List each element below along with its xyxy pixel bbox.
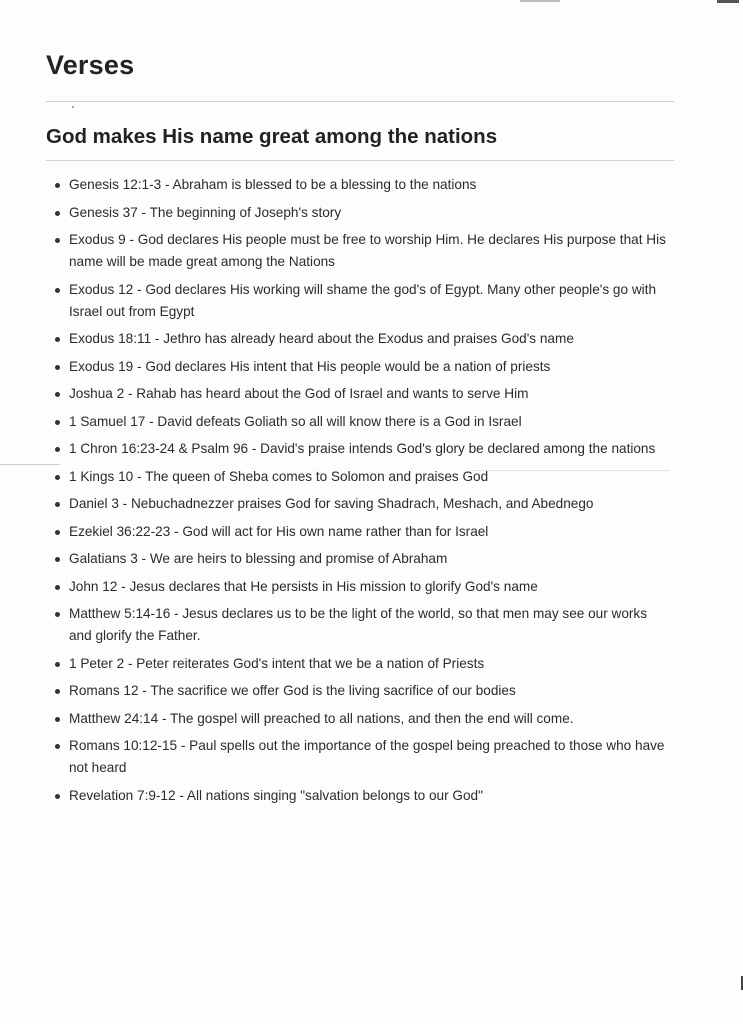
scan-artifact (520, 0, 560, 2)
section-heading: God makes His name great among the nations (46, 125, 498, 148)
list-item: Matthew 24:14 - The gospel will preached to all nations, and then the end will come. (46, 708, 672, 730)
list-item: John 12 - Jesus declares that He persists in His mission to glorify God's name (46, 576, 672, 598)
list-item: Genesis 37 - The beginning of Joseph's story (46, 202, 672, 224)
page-title: Verses (46, 50, 135, 80)
list-item: Romans 12 - The sacrifice we offer God is the living sacrifice of our bodies (46, 680, 672, 702)
list-item: Galatians 3 - We are heirs to blessing and promise of Abraham (46, 548, 672, 570)
list-item: Revelation 7:9-12 - All nations singing "salvation belongs to our God" (46, 785, 672, 807)
verse-list (46, 174, 672, 812)
list-item: 1 Chron 16:23-24 & Psalm 96 - David's praise intends God's glory be declared among the nations (46, 438, 672, 460)
list-item: Matthew 5:14-16 - Jesus declares us to be the light of the world, so that men may see our works and glorify the Father. (46, 603, 672, 647)
scan-artifact (72, 106, 74, 108)
list-item: Joshua 2 - Rahab has heard about the God of Israel and wants to serve Him (46, 383, 672, 405)
section-divider (46, 160, 674, 161)
scan-artifact (717, 0, 739, 3)
scan-artifact (0, 464, 60, 465)
list-item: Genesis 12:1-3 - Abraham is blessed to be a blessing to the nations (46, 174, 672, 196)
list-item: 1 Kings 10 - The queen of Sheba comes to Solomon and praises God (46, 466, 672, 488)
list-item: Exodus 19 - God declares His intent that His people would be a nation of priests (46, 356, 672, 378)
list-item: Ezekiel 36:22-23 - God will act for His own name rather than for Israel (46, 521, 672, 543)
list-item: 1 Peter 2 - Peter reiterates God's intent that we be a nation of Priests (46, 653, 672, 675)
list-item: 1 Samuel 17 - David defeats Goliath so all will know there is a God in Israel (46, 411, 672, 433)
list-item: Romans 10:12-15 - Paul spells out the importance of the gospel being preached to those who have not heard (46, 735, 672, 779)
list-item: Daniel 3 - Nebuchadnezzer praises God for saving Shadrach, Meshach, and Abednego (46, 493, 672, 515)
title-divider (46, 101, 674, 102)
list-item: Exodus 12 - God declares His working will shame the god's of Egypt. Many other people's go with Israel out from Egypt (46, 279, 672, 323)
list-item: Exodus 18:11 - Jethro has already heard about the Exodus and praises God's name (46, 328, 672, 350)
list-item: Exodus 9 - God declares His people must be free to worship Him. He declares His purpose that His name will be made great among the Nations (46, 229, 672, 273)
scan-artifact (470, 470, 670, 471)
